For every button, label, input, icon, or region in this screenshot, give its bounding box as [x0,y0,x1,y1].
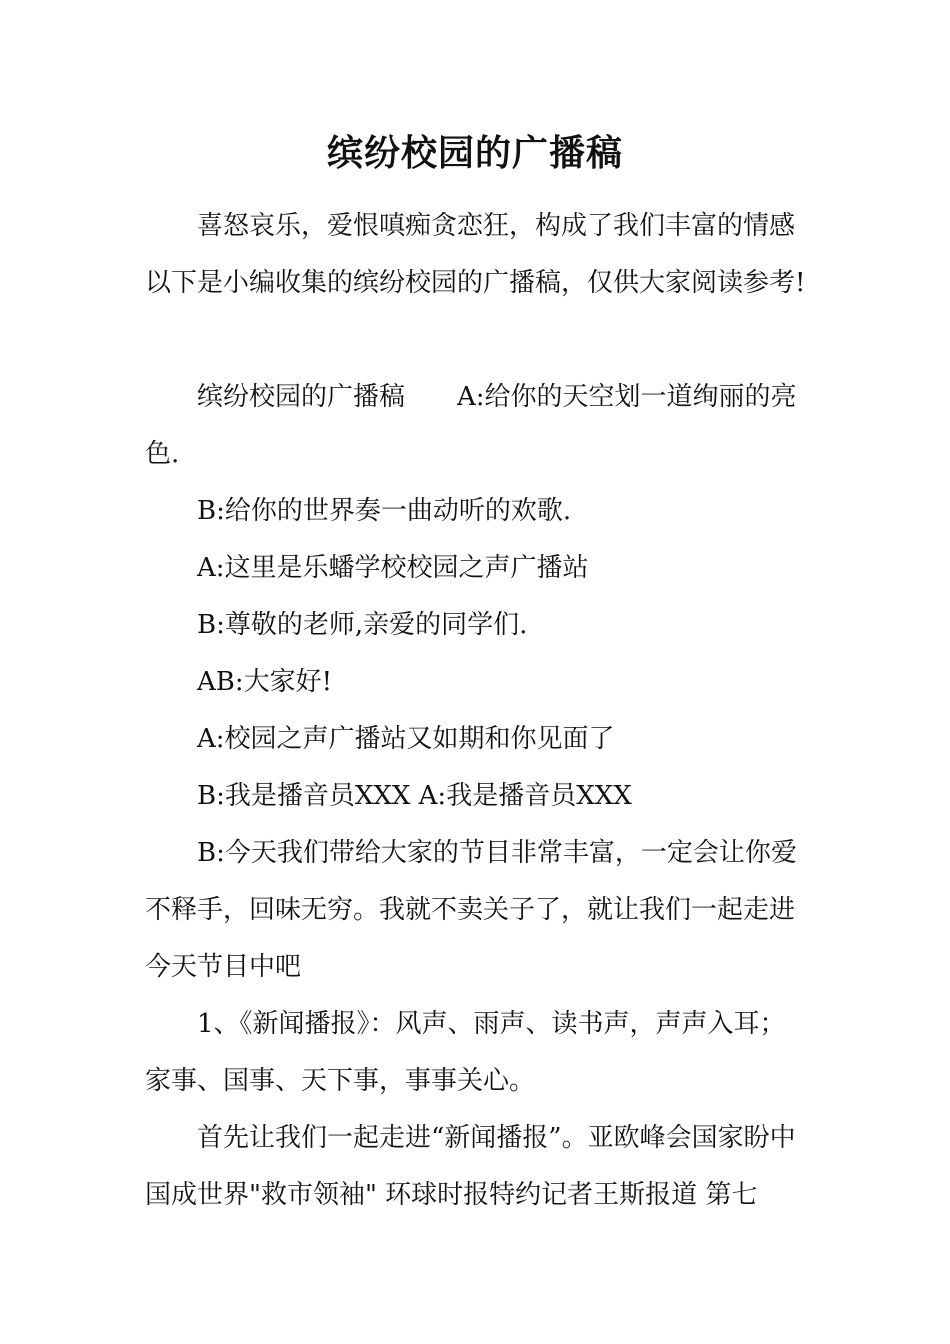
paragraph-spacer [145,312,807,369]
paragraph-news-intro: 首先让我们一起走进“新闻播报”。亚欧峰会国家盼中国成世界"救市领袖" 环球时报特约记者王斯报道 第七 [145,1123,796,1210]
document-body [145,198,807,1224]
document-title: 缤纷校园的广播稿 [326,133,623,174]
paragraph-intro: 喜怒哀乐，爱恨嗔痴贪恋狂，构成了我们丰富的情感以下是小编收集的缤纷校园的广播稿，仅供大家阅读参考! [145,211,806,298]
paragraph-line-a1: A:这里是乐蟠学校校园之声广播站 [197,553,589,583]
paragraph-line-b1: B:给你的世界奏一曲动听的欢歌. [197,496,572,526]
paragraph-line-ab: AB:大家好! [197,667,333,697]
paragraph-line-b4: B:今天我们带给大家的节目非常丰富，一定会让你爱不释手，回味无穷。我就不卖关子了，就让我们一起走进今天节目中吧 [145,838,797,982]
paragraph-line-b2: B:尊敬的老师,亲爱的同学们. [197,610,528,640]
paragraph-news-section: 1、《新闻播报》：风声、雨声、读书声，声声入耳；家事、国事、天下事，事事关心。 [145,1009,786,1096]
paragraph-line-b3: B:我是播音员XXX A:我是播音员XXX [197,781,632,811]
paragraph-line-a2: A:校园之声广播站又如期和你见面了 [197,724,615,754]
paragraph-opening: 缤纷校园的广播稿 A:给你的天空划一道绚丽的亮色. [145,382,797,469]
